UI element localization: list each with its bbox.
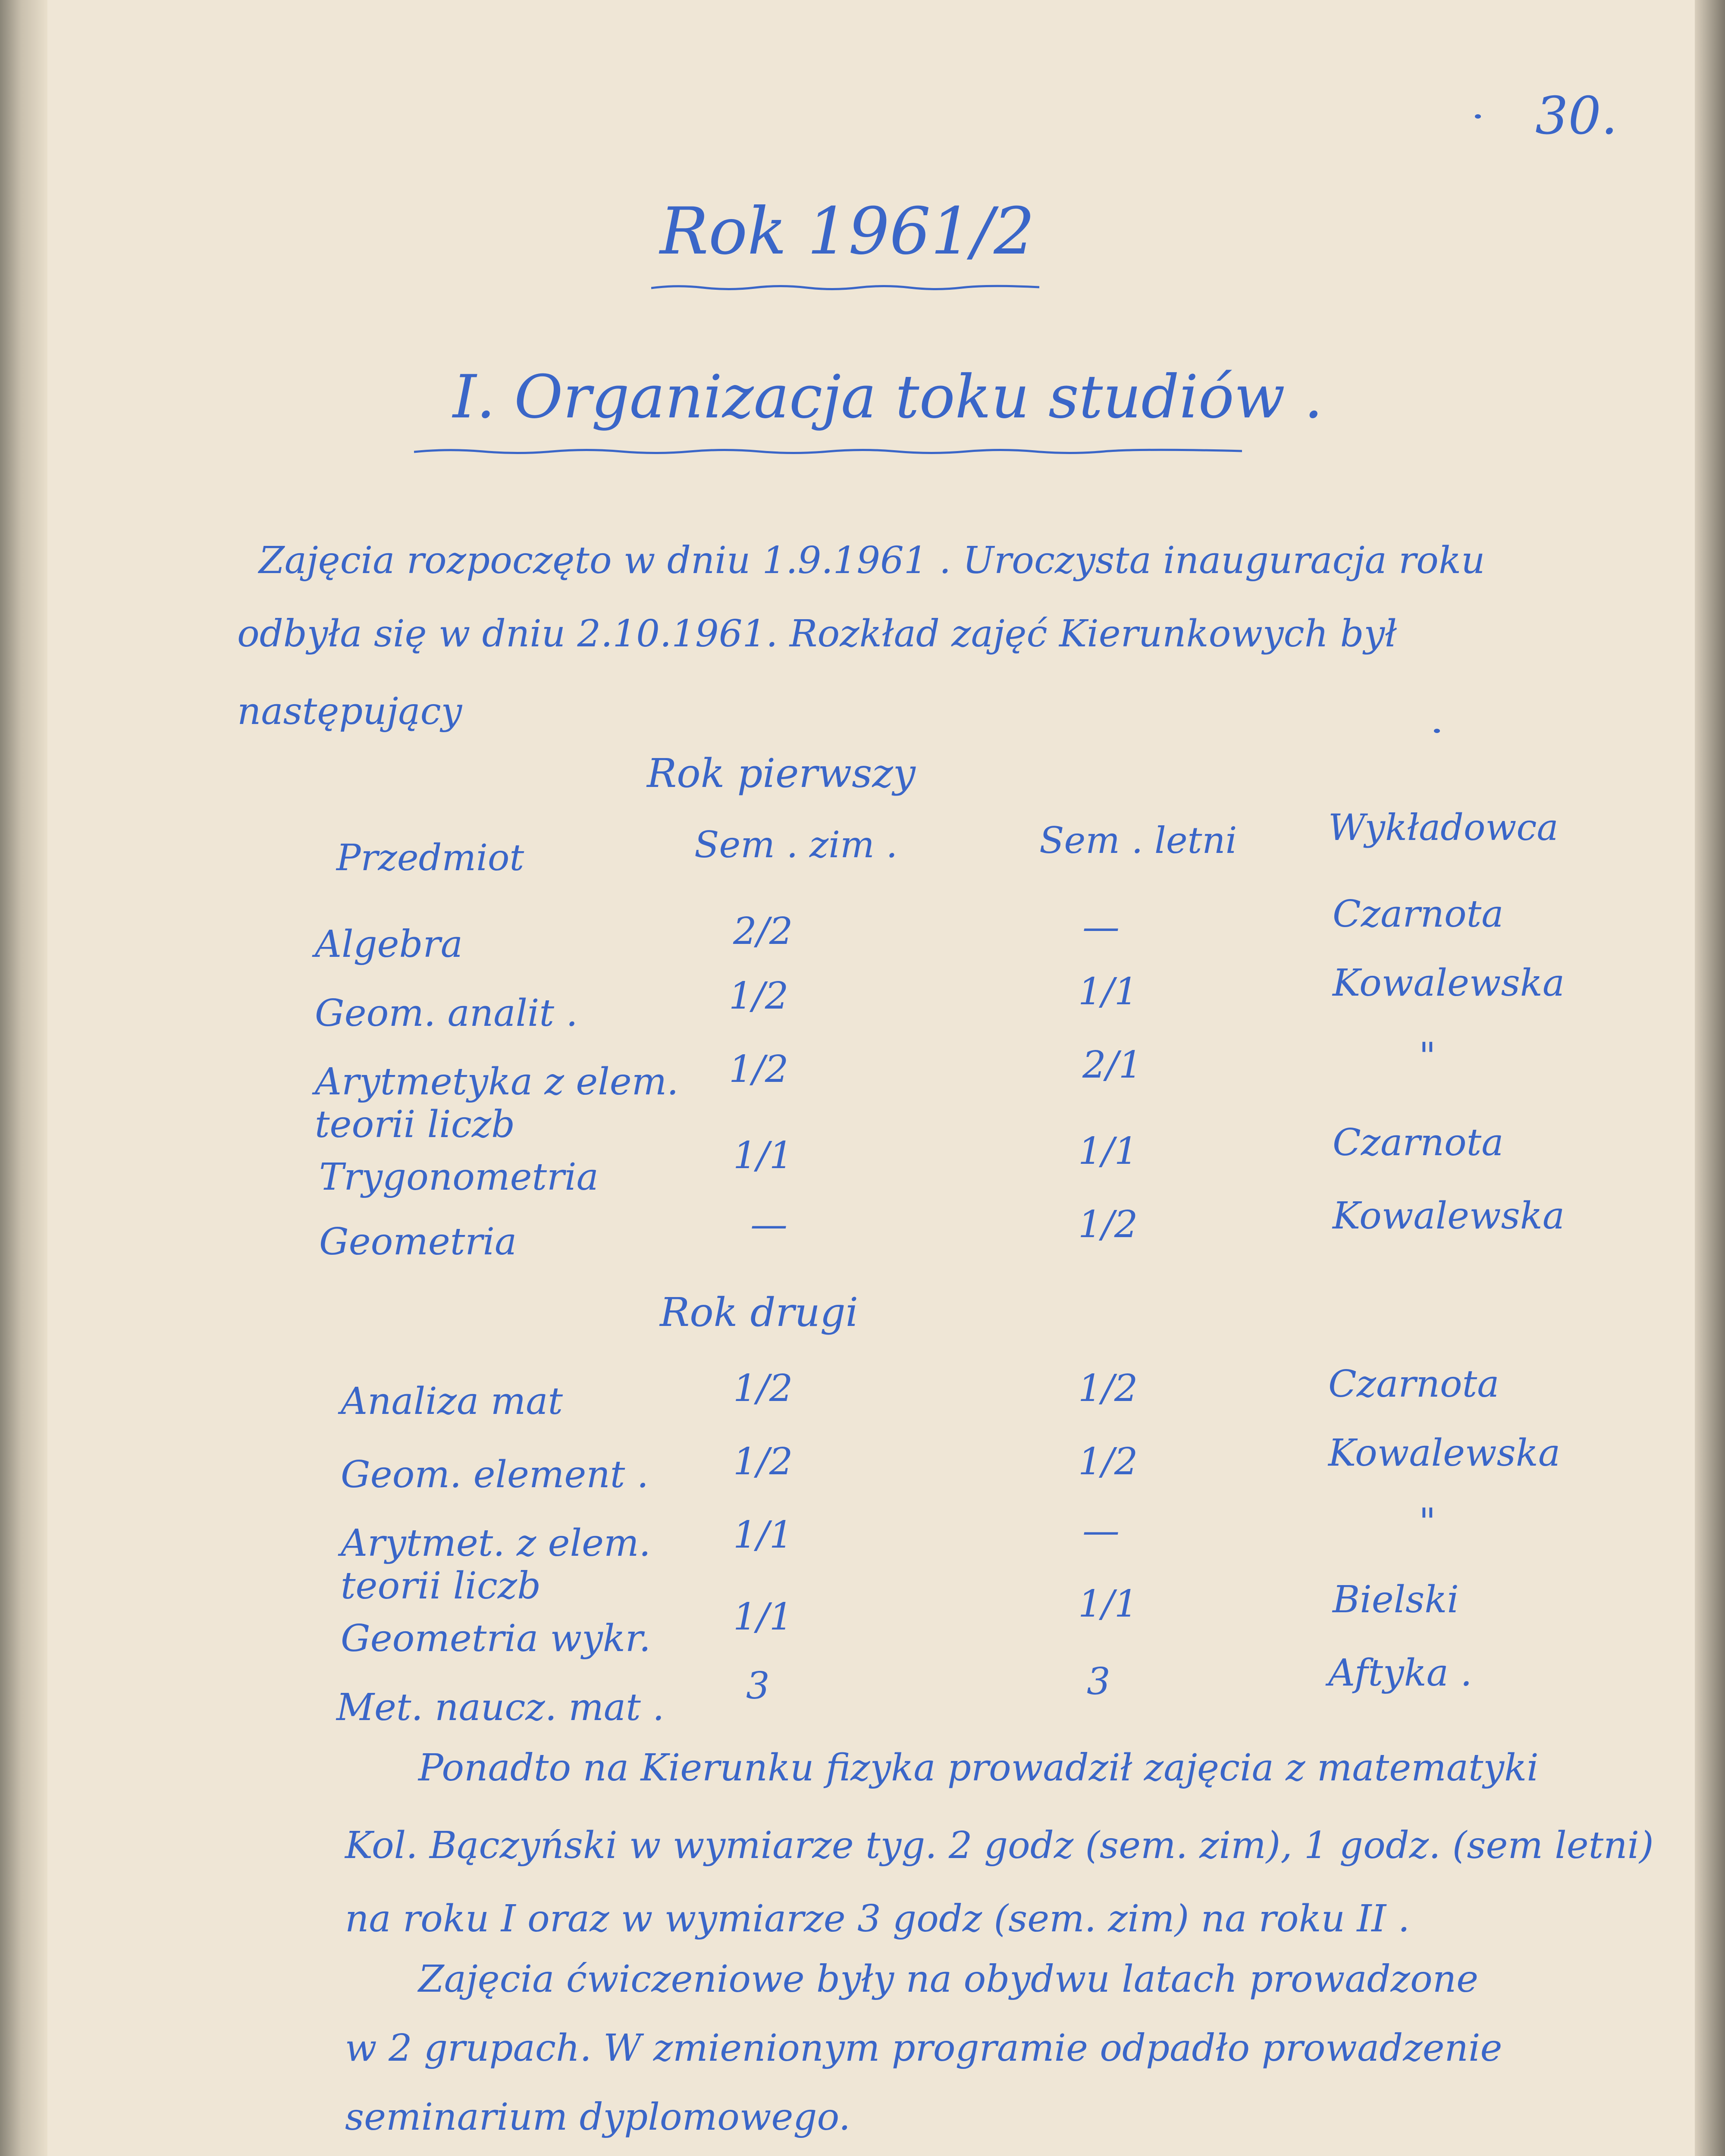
table-row-summer: 2/1: [1082, 1044, 1142, 1087]
table-row-summer: 1/2: [1078, 1440, 1138, 1483]
intro-line-1: Zajęcia rozpoczęto w dniu 1.9.1961 . Uroczysta inauguracja roku: [259, 539, 1485, 582]
intro-line-3: następujący: [237, 690, 462, 733]
table-row-summer: 1/2: [1078, 1203, 1138, 1246]
table-row-winter: 3: [746, 1664, 770, 1708]
table-row-winter: 1/1: [733, 1134, 793, 1177]
title-underline: [651, 285, 1039, 291]
table-row-winter: 1/2: [729, 1048, 789, 1091]
table-row-summer: —: [1082, 1509, 1120, 1552]
column-header-winter: Sem . zim .: [694, 824, 898, 866]
table-row-summer: 1/1: [1078, 1583, 1138, 1626]
table-row-subject: Geometria: [319, 1220, 517, 1263]
ink-mark: [1434, 729, 1440, 733]
page-number: 30.: [1535, 86, 1618, 146]
table-row-subject: Algebra: [315, 923, 463, 966]
table-row-lecturer: ": [1419, 1035, 1436, 1078]
table-row-subject: Trygonometria: [319, 1156, 599, 1199]
paragraph2-line-3: na roku I oraz w wymiarze 3 godz (sem. zim) na roku II .: [345, 1897, 1410, 1940]
table-row-lecturer: ": [1419, 1501, 1436, 1544]
section-heading: I. Organizacja toku studiów .: [453, 362, 1323, 432]
paragraph3-line-3: seminarium dyplomowego.: [345, 2096, 851, 2139]
section-underline: [414, 448, 1242, 454]
table-row-summer: 1/2: [1078, 1367, 1138, 1410]
paragraph2-line-2: Kol. Bączyński w wymiarze tyg. 2 godz (sem. zim), 1 godz. (sem letni): [345, 1824, 1654, 1867]
paragraph3-line-2: w 2 grupach. W zmienionym programie odpadło prowadzenie: [345, 2027, 1502, 2070]
table-row-subject: Arytmetyka z elem. teorii liczb: [315, 1060, 679, 1146]
table-row-subject: Analiza mat: [341, 1380, 563, 1423]
table-row-lecturer: Aftyka .: [1328, 1651, 1472, 1695]
table-row-lecturer: Czarnota: [1333, 893, 1504, 936]
page-title: Rok 1961/2: [660, 194, 1035, 269]
table-row-subject: Geometria wykr.: [341, 1617, 651, 1660]
table-row-lecturer: Kowalewska: [1333, 1194, 1565, 1238]
table-row-subject: Met. naucz. mat .: [336, 1686, 665, 1729]
column-header-subject: Przedmiot: [336, 837, 524, 879]
table-row-summer: —: [1082, 906, 1120, 949]
column-header-lecturer: Wykładowca: [1328, 806, 1559, 849]
table-row-winter: 1/1: [733, 1595, 793, 1639]
table-row-summer: 1/1: [1078, 1130, 1138, 1173]
ink-mark: [1475, 114, 1481, 119]
table-row-summer: 1/1: [1078, 970, 1138, 1013]
year2-heading: Rok drugi: [660, 1289, 859, 1335]
table-row-lecturer: Czarnota: [1333, 1121, 1504, 1164]
intro-line-2: odbyła się w dniu 2.10.1961. Rozkład zajęć Kierunkowych był: [237, 612, 1397, 655]
table-row-winter: 1/2: [733, 1367, 793, 1410]
table-row-lecturer: Kowalewska: [1333, 962, 1565, 1005]
table-row-summer: 3: [1087, 1660, 1110, 1703]
table-row-lecturer: Czarnota: [1328, 1363, 1499, 1406]
paragraph2-line-1: Ponadto na Kierunku fizyka prowadził zajęcia z matematyki: [418, 1746, 1539, 1789]
column-header-summer: Sem . letni: [1039, 819, 1237, 862]
table-row-subject: Arytmet. z elem. teorii liczb: [341, 1522, 651, 1608]
binding-shadow: [0, 0, 47, 2156]
table-row-winter: 1/1: [733, 1514, 793, 1557]
year1-heading: Rok pierwszy: [647, 750, 916, 796]
table-row-lecturer: Kowalewska: [1328, 1432, 1561, 1475]
table-row-subject: Geom. element .: [341, 1453, 649, 1496]
table-row-winter: 1/2: [729, 975, 789, 1018]
table-row-winter: 1/2: [733, 1440, 793, 1483]
table-row-subject: Geom. analit .: [315, 992, 578, 1035]
page-right-edge: [1695, 0, 1725, 2156]
table-row-winter: —: [750, 1203, 787, 1246]
paragraph3-line-1: Zajęcia ćwiczeniowe były na obydwu latach prowadzone: [418, 1958, 1479, 2001]
table-row-winter: 2/2: [733, 910, 793, 953]
table-row-lecturer: Bielski: [1333, 1578, 1459, 1621]
